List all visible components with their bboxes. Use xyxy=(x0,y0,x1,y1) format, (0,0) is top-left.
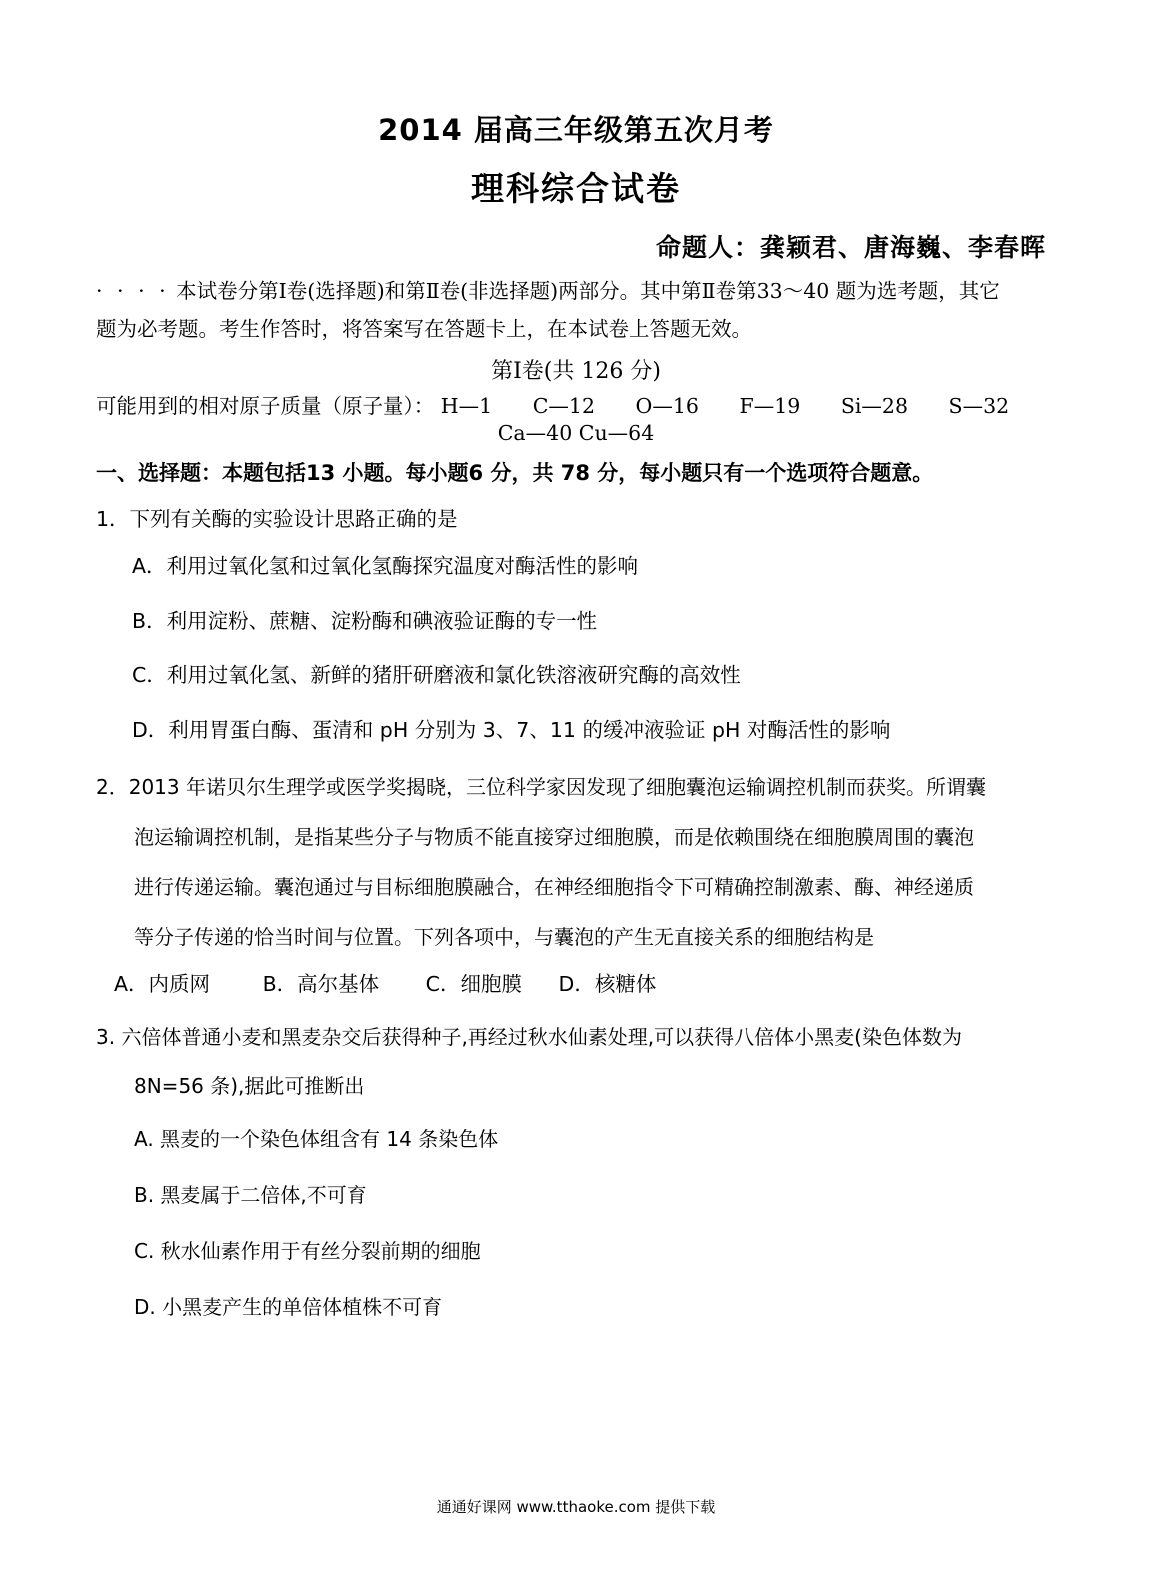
atomic-mass-si: Si—28 xyxy=(840,393,909,418)
atomic-mass-label: 可能用到的相对原子质量（原子量）： xyxy=(96,393,435,418)
question-3-stem xyxy=(96,1017,1056,1057)
question-1-option-d: D．利用胃蛋白酶、蛋清和 pH 分别为 3、7、11 的缓冲液验证 pH 对酶活性的影响 xyxy=(132,718,891,743)
page-footer: 通通好课网 www.tthaoke.com 提供下载 xyxy=(436,1498,716,1516)
atomic-mass-c: C—12 xyxy=(532,393,596,418)
question-2-stem xyxy=(96,767,1056,807)
question-3-option-d: D. 小黑麦产生的单倍体植株不可育 xyxy=(134,1295,443,1320)
question-1-stem xyxy=(96,501,1056,538)
question-3-option-c: C. 秋水仙素作用于有丝分裂前期的细胞 xyxy=(134,1239,481,1264)
question-2-line3: 进行传递运输。囊泡通过与目标细胞膜融合，在神经细胞指令下可精确控制激素、酶、神经递质 xyxy=(134,875,974,900)
question-3-number: 3. xyxy=(96,1025,116,1050)
intro-paragraph-line1 xyxy=(96,274,1056,310)
atomic-mass-h: H—1 xyxy=(440,393,493,418)
atomic-mass-line-2: Ca—40 Cu—64 xyxy=(497,420,655,445)
question-1-option-a: A．利用过氧化氢和过氧化氢酶探究温度对酶活性的影响 xyxy=(132,553,639,578)
question-2-option-c: C．细胞膜 xyxy=(425,972,522,997)
intro-paragraph-line2: 题为必考题。考生作答时，将答案写在答题卡上，在本试卷上答题无效。 xyxy=(96,316,752,341)
question-3-line1: 六倍体普通小麦和黑麦杂交后获得种子,再经过秋水仙素处理,可以获得八倍体小黑麦(染色体数为 xyxy=(121,1025,962,1050)
leading-dots: · · · · xyxy=(96,279,170,303)
question-2-number: 2． xyxy=(96,775,129,800)
authors-line: 命题人：龚颖君、唐海巍、李春晖 xyxy=(655,233,1046,262)
choice-section-heading: 一、选择题：本题包括13 小题。每小题6 分，共 78 分，每小题只有一个选项符合题意。 xyxy=(96,460,934,485)
question-2-option-a: A．内质网 xyxy=(114,972,211,997)
question-1-text: 下列有关酶的实验设计思路正确的是 xyxy=(129,506,458,531)
question-3-option-a: A. 黑麦的一个染色体组含有 14 条染色体 xyxy=(134,1127,499,1152)
question-1-option-b: B．利用淀粉、蔗糖、淀粉酶和碘液验证酶的专一性 xyxy=(132,608,598,633)
section-heading-volume-1: 第Ⅰ卷(共 126 分) xyxy=(491,358,661,384)
question-2-line4: 等分子传递的恰当时间与位置。下列各项中，与囊泡的产生无直接关系的细胞结构是 xyxy=(134,925,874,950)
atomic-mass-line xyxy=(96,389,1056,419)
question-1-option-c: C．利用过氧化氢、新鲜的猪肝研磨液和氯化铁溶液研究酶的高效性 xyxy=(132,663,741,688)
question-1-number: 1． xyxy=(96,506,130,531)
document-body xyxy=(96,108,1056,1345)
exam-title: 2014 届高三年级第五次月考 xyxy=(378,113,774,147)
intro-text-line1: 本试卷分第Ⅰ卷(选择题)和第Ⅱ卷(非选择题)两部分。其中第Ⅱ卷第33～40 题为选考题，其它 xyxy=(176,279,1000,303)
atomic-mass-s: S—32 xyxy=(948,393,1010,418)
question-3-option-b: B. 黑麦属于二倍体,不可育 xyxy=(134,1183,367,1208)
question-2-option-d: D．核糖体 xyxy=(558,972,657,997)
atomic-mass-f: F—19 xyxy=(739,393,801,418)
question-2-option-b: B．高尔基体 xyxy=(262,972,380,997)
question-2-line2: 泡运输调控机制，是指某些分子与物质不能直接穿过细胞膜，而是依赖围绕在细胞膜周围的囊泡 xyxy=(134,825,974,850)
question-2-line1: 2013 年诺贝尔生理学或医学奖揭晓，三位科学家因发现了细胞囊泡运输调控机制而获奖。所谓囊 xyxy=(128,775,986,800)
question-2-options xyxy=(96,967,1056,997)
atomic-mass-o: O—16 xyxy=(635,393,699,418)
exam-subtitle: 理科综合试卷 xyxy=(471,169,681,208)
question-3-line2: 8N=56 条),据此可推断出 xyxy=(134,1074,365,1099)
